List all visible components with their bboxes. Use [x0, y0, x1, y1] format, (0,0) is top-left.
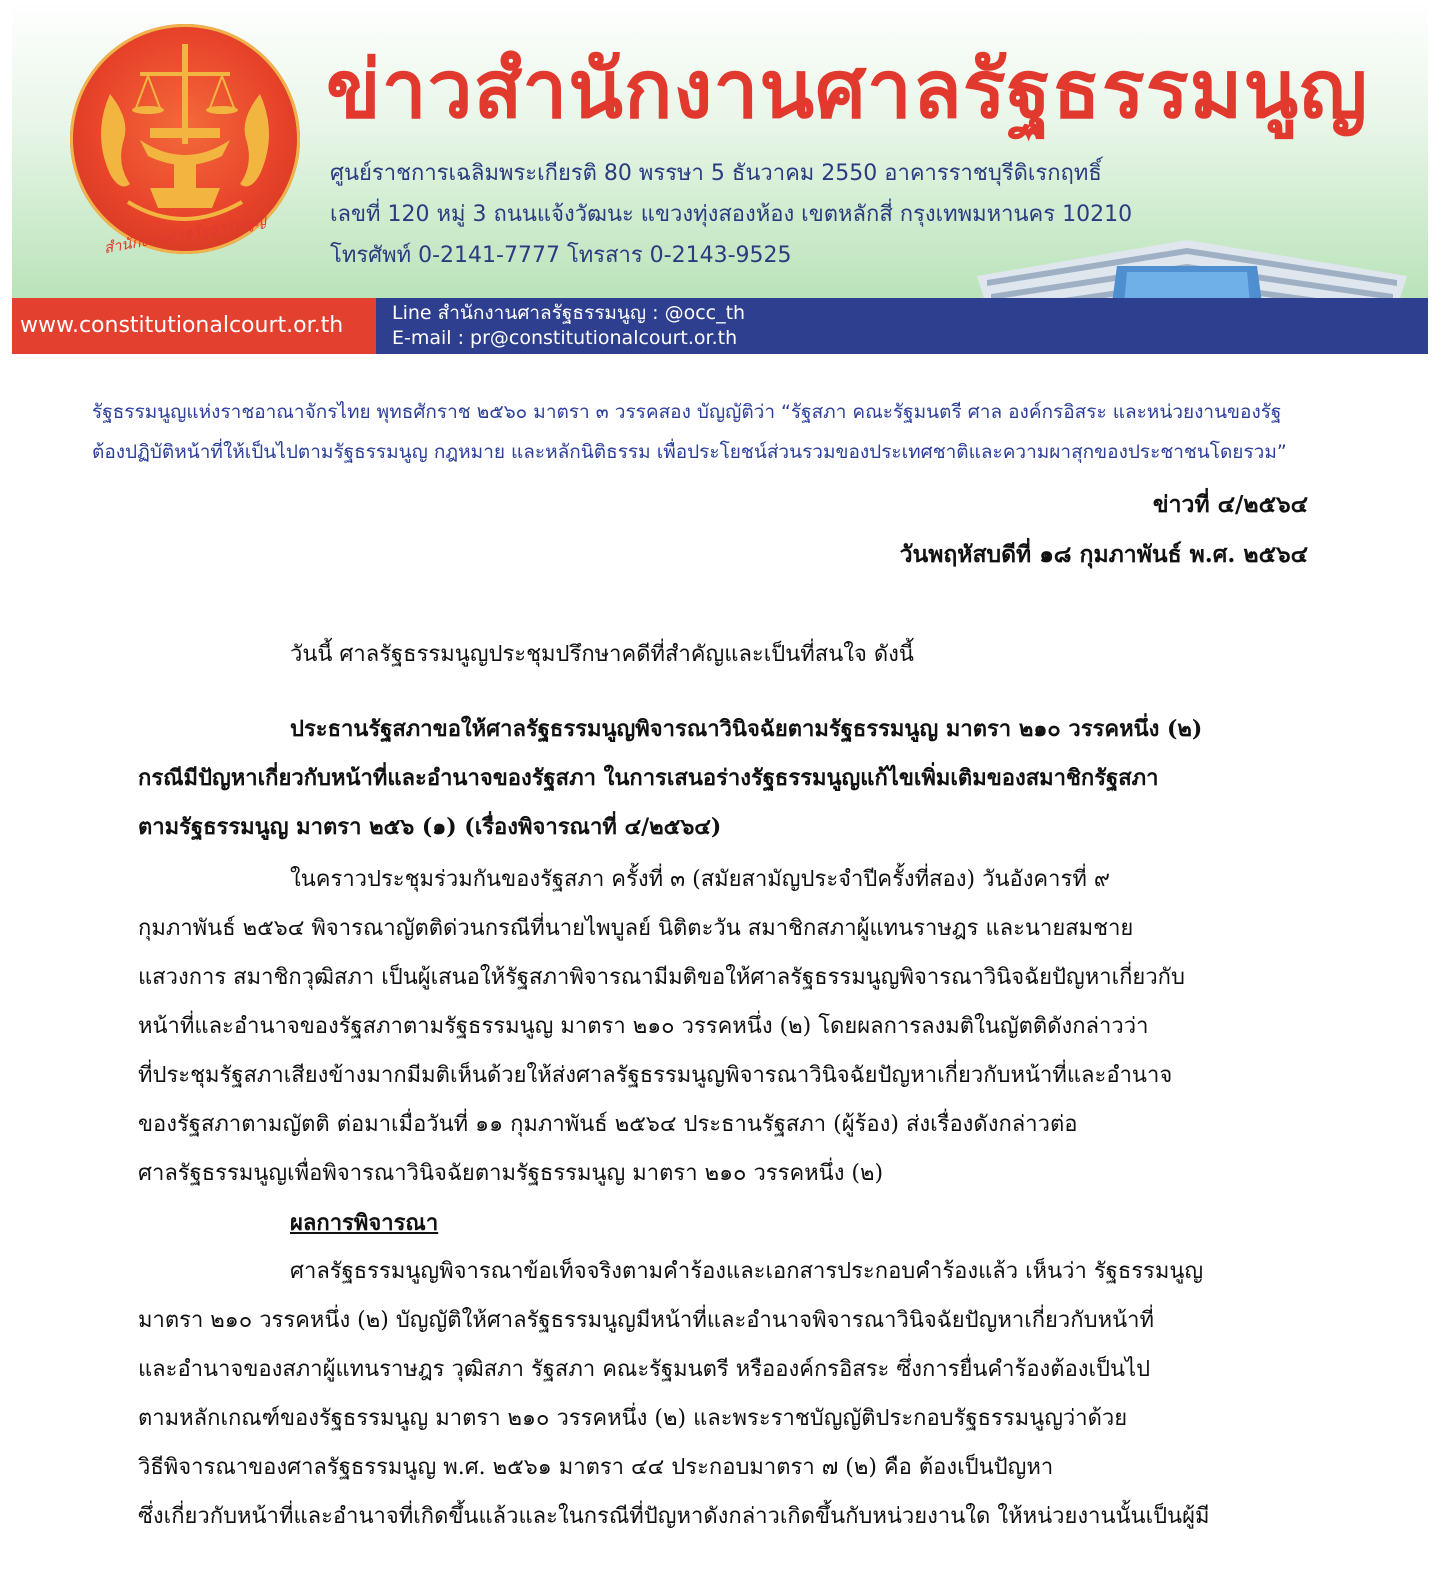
line-contact[interactable]: Line สำนักงานศาลรัฐธรรมนูญ : @occ_th: [392, 302, 746, 324]
contact-info: [376, 298, 1428, 354]
address-line-1: ศูนย์ราชการเฉลิมพระเกียรติ 80 พรรษา 5 ธันวาคม 2550 อาคารราชบุรีดิเรกฤทธิ์: [330, 161, 1102, 186]
seal-caption: สำนักงานศาลรัฐธรรมนูญ: [102, 210, 268, 258]
website-link[interactable]: www.constitutionalcourt.or.th: [12, 298, 376, 354]
address-line-2: เลขที่ 120 หมู่ 3 ถนนแจ้งวัฒนะ แขวงทุ่งสองห้อง เขตหลักสี่ กรุงเทพมหานคร 10210: [330, 202, 1133, 227]
paragraph-1-line-3: แสวงการ สมาชิกวุฒิสภา เป็นผู้เสนอให้รัฐสภาพิจารณามีมติขอให้ศาลรัฐธรรมนูญพิจารณาวินิจฉัยปัญหาเกี่ยวกับ: [138, 965, 1185, 990]
paragraph-1-line-4: หน้าที่และอำนาจของรัฐสภาตามรัฐธรรมนูญ มาตรา ๒๑๐ วรรคหนึ่ง (๒) โดยผลการลงมติในญัตติดังกล่าวว่า: [138, 1014, 1149, 1039]
case-title-line-2: กรณีมีปัญหาเกี่ยวกับหน้าที่และอำนาจของรัฐสภา ในการเสนอร่างรัฐธรรมนูญแก้ไขเพิ่มเติมของสมาชิกรัฐสภา: [138, 765, 1159, 791]
paragraph-1-line-2: กุมภาพันธ์ ๒๕๖๔ พิจารณาญัตติด่วนกรณีที่นายไพบูลย์ นิติตะวัน สมาชิกสภาผู้แทนราษฎร และนายสมชาย: [138, 916, 1134, 941]
paragraph-2-line-6: ซึ่งเกี่ยวกับหน้าที่และอำนาจที่เกิดขึ้นแล้วและในกรณีที่ปัญหาดังกล่าวเกิดขึ้นกับหน่วยงานใด ให้หน่วยงานนั้นเป็นผู้มี: [138, 1504, 1210, 1529]
contact-band: [12, 298, 1428, 354]
paragraph-2-line-4: ตามหลักเกณฑ์ของรัฐธรรมนูญ มาตรา ๒๑๐ วรรคหนึ่ง (๒) และพระราชบัญญัติประกอบรัฐธรรมนูญว่าด้วย: [138, 1406, 1128, 1431]
intro-text: วันนี้ ศาลรัฐธรรมนูญประชุมปรึกษาคดีที่สำคัญและเป็นที่สนใจ ดังนี้: [290, 642, 914, 667]
paragraph-2-line-1: ศาลรัฐธรรมนูญพิจารณาข้อเท็จจริงตามคำร้องและเอกสารประกอบคำร้องแล้ว เห็นว่า รัฐธรรมนูญ: [290, 1259, 1204, 1284]
case-title-line-3: ตามรัฐธรรมนูญ มาตรา ๒๕๖ (๑) (เรื่องพิจารณาที่ ๔/๒๕๖๔): [138, 814, 722, 840]
paragraph-2-line-2: มาตรา ๒๑๐ วรรคหนึ่ง (๒) บัญญัติให้ศาลรัฐธรรมนูญมีหน้าที่และอำนาจพิจารณาวินิจฉัยปัญหาเกี่ยวกับหน้าที่: [138, 1308, 1154, 1333]
news-number: ข่าวที่ ๔/๒๕๖๔: [1152, 491, 1308, 518]
email-contact[interactable]: E-mail : pr@constitutionalcourt.or.th: [392, 327, 738, 349]
constitution-quote-line-1: รัฐธรรมนูญแห่งราชอาณาจักรไทย พุทธศักราช ๒๕๖๐ มาตรา ๓ วรรคสอง บัญญัติว่า “รัฐสภา คณะรัฐมนตรี ศาล องค์กรอิสระ และหน่วยงานของรัฐ: [92, 401, 1282, 423]
constitution-quote-line-2: ต้องปฏิบัติหน้าที่ให้เป็นไปตามรัฐธรรมนูญ กฎหมาย และหลักนิติธรรม เพื่อประโยชน์ส่วนรวมของประเทศชาติและความผาสุกของประชาชนโดยรวม”: [92, 441, 1287, 463]
letterhead-header: [12, 0, 1428, 300]
paragraph-2-line-3: และอำนาจของสภาผู้แทนราษฎร วุฒิสภา รัฐสภา คณะรัฐมนตรี หรือองค์กรอิสระ ซึ่งการยื่นคำร้องต้องเป็นไป: [138, 1357, 1151, 1382]
page-title: ข่าวสำนักงานศาลรัฐธรรมนูญ: [326, 43, 1369, 136]
result-heading: ผลการพิจารณา: [290, 1210, 439, 1236]
case-title-line-1: ประธานรัฐสภาขอให้ศาลรัฐธรรมนูญพิจารณาวินิจฉัยตามรัฐธรรมนูญ มาตรา ๒๑๐ วรรคหนึ่ง (๒): [290, 716, 1203, 742]
phone-fax-line: โทรศัพท์ 0-2141-7777 โทรสาร 0-2143-9525: [330, 243, 792, 268]
paragraph-1-line-7: ศาลรัฐธรรมนูญเพื่อพิจารณาวินิจฉัยตามรัฐธรรมนูญ มาตรา ๒๑๐ วรรคหนึ่ง (๒): [138, 1161, 884, 1186]
paragraph-2-line-5: วิธีพิจารณาของศาลรัฐธรรมนูญ พ.ศ. ๒๕๖๑ มาตรา ๔๔ ประกอบมาตรา ๗ (๒) คือ ต้องเป็นปัญหา: [138, 1455, 1054, 1480]
paragraph-1-line-6: ของรัฐสภาตามญัตติ ต่อมาเมื่อวันที่ ๑๑ กุมภาพันธ์ ๒๕๖๔ ประธานรัฐสภา (ผู้ร้อง) ส่งเรื่องดังกล่าวต่อ: [138, 1112, 1078, 1137]
paragraph-1-line-1: ในคราวประชุมร่วมกันของรัฐสภา ครั้งที่ ๓ (สมัยสามัญประจำปีครั้งที่สอง) วันอังคารที่ ๙: [290, 867, 1110, 892]
paragraph-1-line-5: ที่ประชุมรัฐสภาเสียงข้างมากมีมติเห็นด้วยให้ส่งศาลรัฐธรรมนูญพิจารณาวินิจฉัยปัญหาเกี่ยวกับหน้าที่และอำนาจ: [138, 1063, 1173, 1088]
news-date: วันพฤหัสบดีที่ ๑๘ กุมภาพันธ์ พ.ศ. ๒๕๖๔: [899, 541, 1308, 568]
